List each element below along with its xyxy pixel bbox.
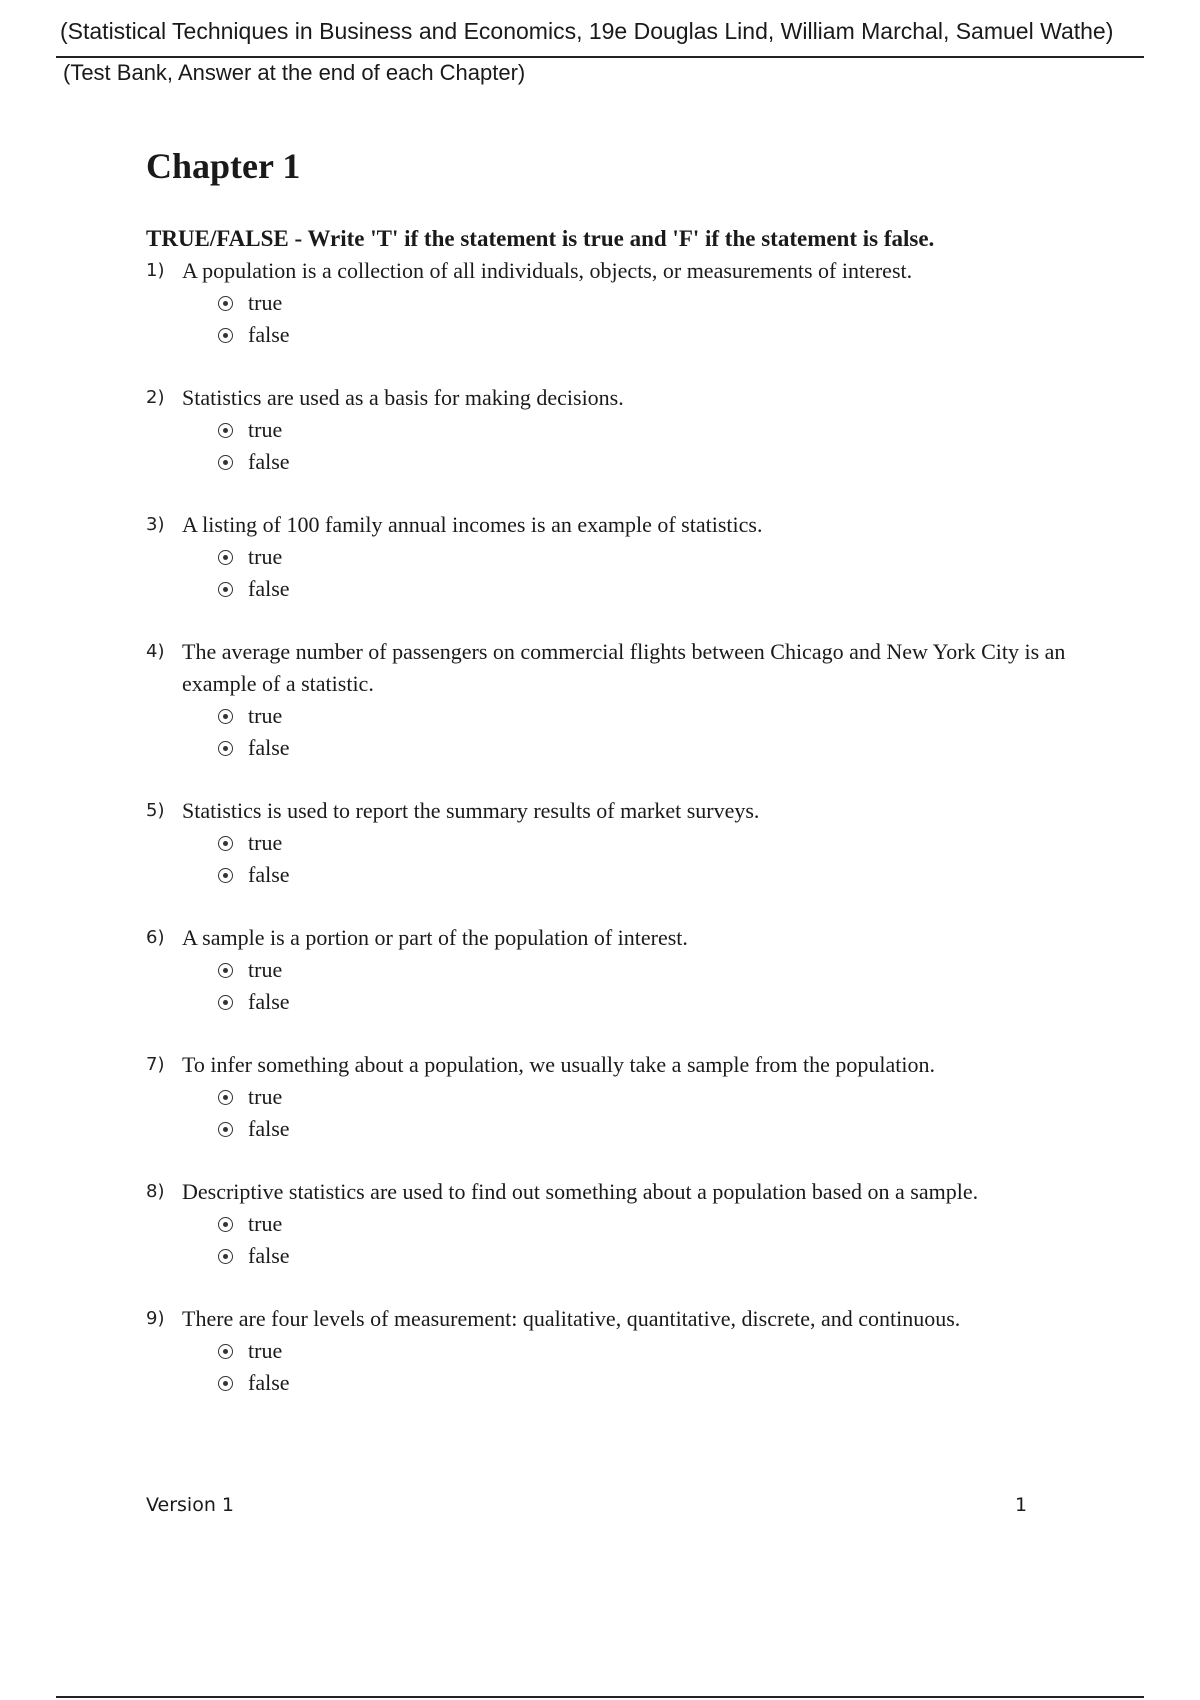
option-true[interactable] <box>218 827 1086 859</box>
answer-options <box>218 954 1086 1018</box>
option-label: false <box>248 576 290 601</box>
radio-option-icon[interactable] <box>218 328 233 343</box>
answer-options <box>218 541 1086 605</box>
radio-option-icon[interactable] <box>218 868 233 883</box>
option-label: true <box>248 957 283 982</box>
radio-option-icon[interactable] <box>218 296 233 311</box>
radio-option-icon[interactable] <box>218 1376 233 1391</box>
question-number: 9) <box>146 1308 165 1329</box>
section-instructions: TRUE/FALSE - Write 'T' if the statement is true and 'F' if the statement is false. <box>146 226 935 251</box>
radio-option-icon[interactable] <box>218 1090 233 1105</box>
option-label: false <box>248 322 290 347</box>
radio-option-icon[interactable] <box>218 455 233 470</box>
option-label: true <box>248 417 283 442</box>
option-false[interactable] <box>218 1240 1086 1272</box>
answer-options <box>218 700 1086 764</box>
option-label: true <box>248 1338 283 1363</box>
radio-option-icon[interactable] <box>218 1122 233 1137</box>
answer-options <box>218 287 1086 351</box>
radio-option-icon[interactable] <box>218 1344 233 1359</box>
radio-option-icon[interactable] <box>218 741 233 756</box>
question-text: Statistics is used to report the summary results of market surveys. <box>182 798 760 823</box>
question-item <box>146 1303 1086 1399</box>
option-true[interactable] <box>218 287 1086 319</box>
question-item <box>146 382 1086 478</box>
option-label: false <box>248 1116 290 1141</box>
header-divider <box>56 56 1144 58</box>
option-label: true <box>248 290 283 315</box>
option-false[interactable] <box>218 319 1086 351</box>
question-number: 7) <box>146 1054 165 1075</box>
question-number: 4) <box>146 641 165 662</box>
option-label: false <box>248 449 290 474</box>
option-false[interactable] <box>218 573 1086 605</box>
answer-options <box>218 1335 1086 1399</box>
question-item <box>146 1176 1086 1272</box>
document-header-title: (Statistical Techniques in Business and Economics, 19e Douglas Lind, William Marchal, Samuel Wathe) <box>60 18 1114 44</box>
option-true[interactable] <box>218 1335 1086 1367</box>
option-label: true <box>248 1211 283 1236</box>
question-text: A population is a collection of all individuals, objects, or measurements of interest. <box>182 258 913 283</box>
radio-option-icon[interactable] <box>218 963 233 978</box>
option-label: false <box>248 735 290 760</box>
document-header-subtitle: (Test Bank, Answer at the end of each Chapter) <box>63 60 526 85</box>
option-label: true <box>248 544 283 569</box>
question-text: Statistics are used as a basis for making decisions. <box>182 385 624 410</box>
radio-option-icon[interactable] <box>218 995 233 1010</box>
option-label: true <box>248 703 283 728</box>
question-text: There are four levels of measurement: qualitative, quantitative, discrete, and continuous. <box>182 1306 961 1331</box>
question-number: 3) <box>146 514 165 535</box>
question-number: 5) <box>146 800 165 821</box>
option-true[interactable] <box>218 1208 1086 1240</box>
question-text: Descriptive statistics are used to find out something about a population based on a sample. <box>182 1179 979 1204</box>
option-label: false <box>248 862 290 887</box>
radio-option-icon[interactable] <box>218 550 233 565</box>
radio-option-icon[interactable] <box>218 1217 233 1232</box>
option-true[interactable] <box>218 414 1086 446</box>
answer-options <box>218 827 1086 891</box>
question-number: 8) <box>146 1181 165 1202</box>
question-item <box>146 795 1086 891</box>
option-true[interactable] <box>218 541 1086 573</box>
chapter-title: Chapter 1 <box>146 146 301 186</box>
question-item <box>146 255 1086 351</box>
page-number: 1 <box>1015 1494 1028 1516</box>
option-false[interactable] <box>218 732 1086 764</box>
option-true[interactable] <box>218 700 1086 732</box>
radio-option-icon[interactable] <box>218 1249 233 1264</box>
radio-option-icon[interactable] <box>218 582 233 597</box>
question-number: 6) <box>146 927 165 948</box>
question-text: To infer something about a population, we usually take a sample from the population. <box>182 1052 936 1077</box>
option-false[interactable] <box>218 1113 1086 1145</box>
question-text: The average number of passengers on commercial flights between Chicago and New York City is an example of a statistic. <box>182 639 1066 696</box>
answer-options <box>218 1208 1086 1272</box>
option-false[interactable] <box>218 446 1086 478</box>
option-label: true <box>248 830 283 855</box>
option-label: false <box>248 1243 290 1268</box>
radio-option-icon[interactable] <box>218 709 233 724</box>
option-label: false <box>248 989 290 1014</box>
radio-option-icon[interactable] <box>218 836 233 851</box>
question-number: 1) <box>146 260 165 281</box>
question-item <box>146 1049 1086 1145</box>
question-item <box>146 509 1086 605</box>
option-true[interactable] <box>218 1081 1086 1113</box>
option-false[interactable] <box>218 859 1086 891</box>
option-false[interactable] <box>218 1367 1086 1399</box>
footer-version: Version 1 <box>146 1494 234 1516</box>
footer-divider <box>56 1696 1144 1698</box>
question-number: 2) <box>146 387 165 408</box>
question-text: A sample is a portion or part of the population of interest. <box>182 925 688 950</box>
answer-options <box>218 414 1086 478</box>
option-label: false <box>248 1370 290 1395</box>
question-item <box>146 636 1086 764</box>
option-label: true <box>248 1084 283 1109</box>
radio-option-icon[interactable] <box>218 423 233 438</box>
option-true[interactable] <box>218 954 1086 986</box>
question-item <box>146 922 1086 1018</box>
option-false[interactable] <box>218 986 1086 1018</box>
answer-options <box>218 1081 1086 1145</box>
question-text: A listing of 100 family annual incomes is an example of statistics. <box>182 512 763 537</box>
